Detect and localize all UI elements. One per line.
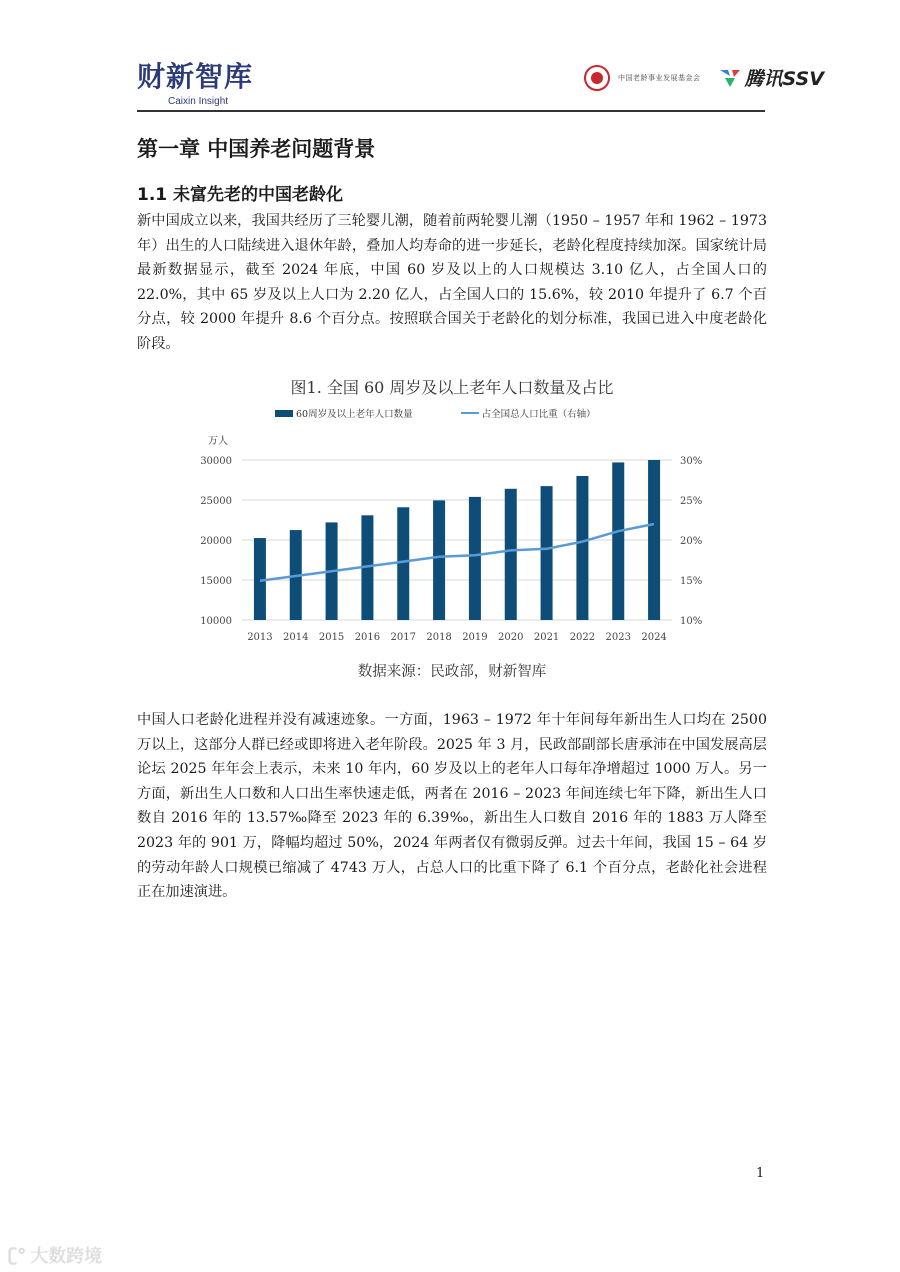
caixin-logo: 财新智库 <box>137 60 254 93</box>
svg-text:15000: 15000 <box>200 576 232 587</box>
chart-legend <box>275 406 596 420</box>
bar-swatch-icon <box>275 410 293 417</box>
figure-source: 数据来源：民政部，财新智库 <box>357 664 547 680</box>
watermark: ʗ° 大数跨境 <box>8 1244 103 1267</box>
body-paragraph-2: 中国人口老龄化进程并没有减速迹象。一方面，1963 – 1972 年十年间每年新出生人口均在 2500 万以上，这部分人群已经或即将进入老年阶段。2025 年 3 月，民政部副部长唐承沛在中国发展高层论坛 2025 年年会上表示，未来 10 年内，60 岁及以上的老年人口每年净增超过 1000 万人。另一方面，新出生人口数和人口出生率快速走低，两者在 2016 – 2023 年间连续七年下降，新出生人口数自 2016 年的 13.57‰降至 2023 年的 6.39‰，新出生人口数自 2016 年的 1883 万人降至 2023 年的 901 万，降幅均超过 50%，2024 年两者仅有微弱反弹。过去十年间，我国 15 – 64 岁的劳动年龄人口规模已缩减了 4743 万人，占总人口的比重下降了 6.1 个百分点，老龄化社会进程正在加速演进。 <box>137 712 767 901</box>
svg-text:2021: 2021 <box>533 632 560 643</box>
svg-text:20000: 20000 <box>200 536 232 547</box>
svg-text:30000: 30000 <box>200 456 232 467</box>
chart-line <box>260 524 654 581</box>
population-chart <box>190 430 710 650</box>
svg-text:2022: 2022 <box>569 632 596 643</box>
svg-text:2014: 2014 <box>283 632 309 643</box>
line-swatch-icon <box>461 412 479 414</box>
svg-text:2016: 2016 <box>354 632 381 643</box>
body-paragraph-1: 新中国成立以来，我国共经历了三轮婴儿潮，随着前两轮婴儿潮（1950 – 1957 年和 1962 – 1973 年）出生的人口陆续进入退休年龄，叠加人均寿命的进一步延长，老龄化程度持续加深。国家统计局最新数据显示，截至 2024 年底，中国 60 岁及以上的人口规模达 3.10 亿人，占全国人口的 22.0%，其中 65 岁及以上人口为 2.20 亿人，占全国人口的 15.6%，较 2010 年提升了 6.7 个百分点，较 2000 年提升 8.6 个百分点。按照联合国关于老龄化的划分标准，我国已进入中度老龄化阶段。 <box>137 213 767 352</box>
svg-text:2013: 2013 <box>247 632 273 643</box>
svg-text:2023: 2023 <box>605 632 631 643</box>
svg-text:20%: 20% <box>680 536 703 547</box>
svg-text:2018: 2018 <box>426 632 452 643</box>
legend-item-bar: 60周岁及以上老年人口数量 <box>275 406 413 420</box>
chapter-title: 第一章 中国养老问题背景 <box>137 137 376 161</box>
svg-text:2015: 2015 <box>318 632 345 643</box>
chart-bar <box>576 476 588 620</box>
svg-text:15%: 15% <box>680 576 703 587</box>
svg-text:25%: 25% <box>680 496 703 507</box>
chart-bar <box>433 500 445 620</box>
svg-text:25000: 25000 <box>200 496 232 507</box>
svg-text:10%: 10% <box>680 616 703 627</box>
chart-bar <box>648 460 660 620</box>
ssv-triangle-icon <box>719 68 741 88</box>
svg-text:2020: 2020 <box>498 632 524 643</box>
header-divider <box>137 110 765 112</box>
watermark-logo-icon: ʗ° <box>8 1244 27 1266</box>
foundation-emblem-icon <box>584 65 610 91</box>
svg-text:10000: 10000 <box>200 616 232 627</box>
legend-item-line: 占全国总人口比重（右轴） <box>461 406 596 420</box>
chart-bar <box>612 462 624 620</box>
chart-bar <box>505 489 517 620</box>
figure-title: 图1. 全国 60 周岁及以上老年人口数量及占比 <box>290 378 614 397</box>
page-number: 1 <box>756 1166 765 1181</box>
section-title: 1.1 未富先老的中国老龄化 <box>137 185 344 205</box>
svg-text:万人: 万人 <box>208 436 228 447</box>
caixin-logo-subtitle: Caixin Insight <box>168 96 229 107</box>
chart-bar <box>541 486 553 620</box>
svg-text:2024: 2024 <box>641 632 667 643</box>
svg-text:2019: 2019 <box>462 632 488 643</box>
chart-bar <box>397 507 409 620</box>
svg-text:2017: 2017 <box>390 632 416 643</box>
chart-bar <box>469 497 481 620</box>
partner-logos <box>584 64 824 91</box>
tencent-ssv-logo: 腾讯SSV <box>719 64 824 91</box>
svg-text:30%: 30% <box>680 456 703 467</box>
foundation-name: 中国老龄事业发展基金会 <box>618 73 701 82</box>
